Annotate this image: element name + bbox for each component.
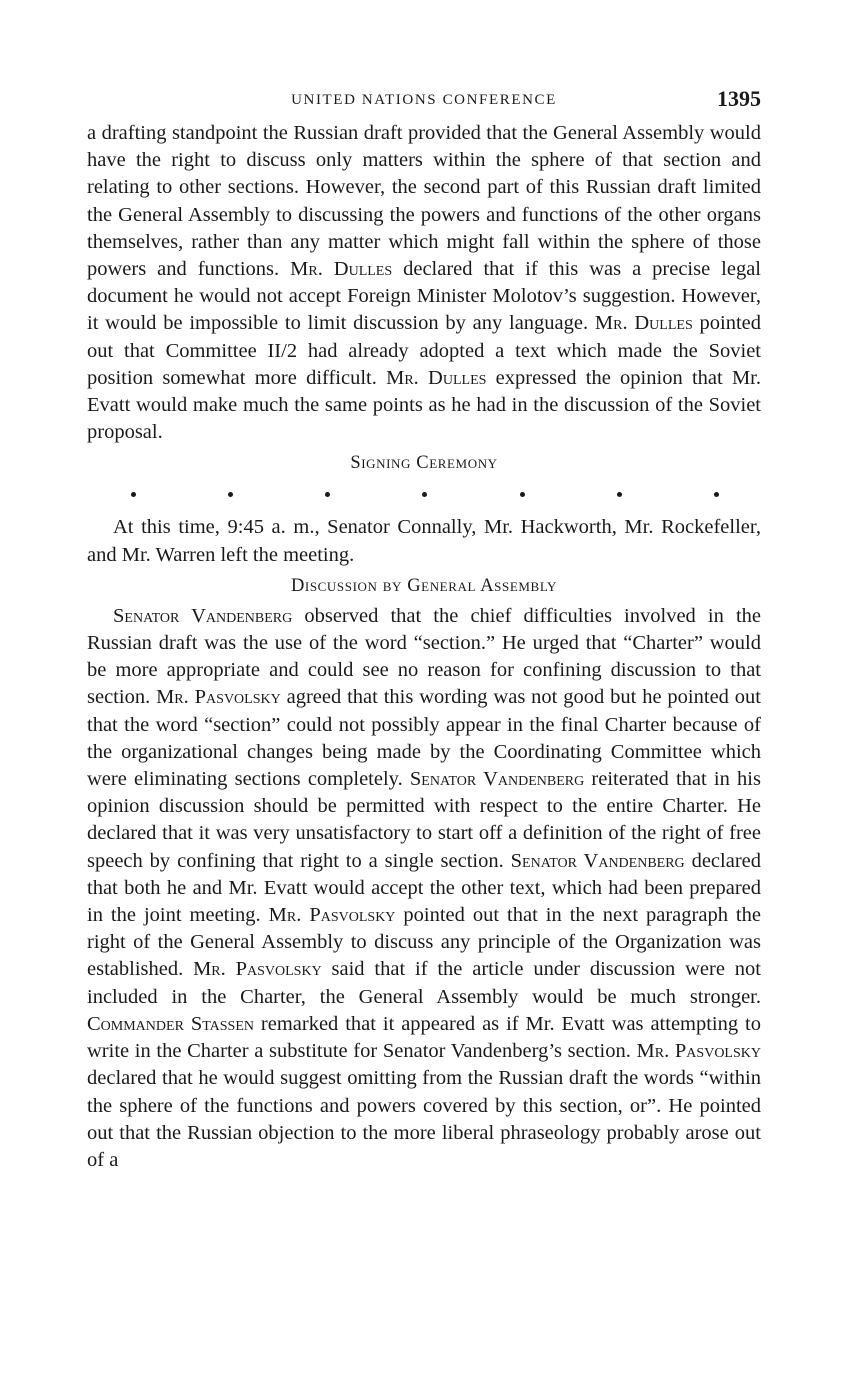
text-run: observed that the chief difficulties involved in the Russian draft was the use of the word “section.” He urged that “Charter” would be more appropriate and could see no reason for confining discussion to that section.: [87, 604, 761, 709]
text-run: expressed the opinion that Mr. Evatt would make much the same points as he had in the discussion of the Soviet proposal.: [87, 366, 761, 444]
ellipsis-dot: [714, 492, 719, 497]
ellipsis-dot: [617, 492, 622, 497]
speaker-name: Mr. Pasvolsky: [268, 904, 396, 927]
text-run: declared that if this was a precise legal document he would not accept Foreign Minister Molotov’s suggestion. However, it would be impossible to limit discussion by any language.: [87, 258, 762, 335]
text-run: said that if the article under discussion were not included in the Charter, the General Assembly would be much stronger.: [87, 958, 761, 1008]
section-heading-signing-ceremony: Signing Ceremony: [350, 453, 498, 474]
speaker-name: Senator Vandenberg: [409, 768, 585, 791]
speaker-name: Mr. Dulles: [594, 312, 693, 335]
paragraph-dulles-discussion: [87, 120, 761, 446]
speaker-name: Mr. Dulles: [290, 258, 393, 281]
ellipsis-dot: [325, 492, 330, 497]
speaker-name: Mr. Pasvolsky: [193, 958, 322, 981]
paragraph-vandenberg-discussion: [87, 603, 761, 1174]
text-run: agreed that this wording was not good but he pointed out that the word “section” could not possibly appear in the final Charter because of the organizational changes being made by the Coordinating Committee which were eliminating sections completely.: [87, 686, 761, 791]
speaker-name: Senator Vandenberg: [113, 604, 293, 627]
ellipsis-dot: [131, 492, 136, 497]
speaker-name: Senator Vandenberg: [510, 849, 685, 872]
paragraph-departure: At this time, 9:45 a. m., Senator Connally, Mr. Hackworth, Mr. Rockefeller, and Mr. Warren left the meeting.: [87, 516, 761, 566]
speaker-name: Mr. Pasvolsky: [156, 686, 281, 709]
text-run: a drafting standpoint the Russian draft provided that the General Assembly would have the right to discuss only matters within the sphere of that section and relating to other sections. However, the second part of this Russian draft limited the General Assembly to discussing the powers and functions of the other organs themselves, rather than any matter which might fall within the sphere of those powers and functions.: [87, 122, 761, 281]
speaker-name: Commander Stassen: [87, 1012, 254, 1035]
omission-ellipsis: [87, 480, 761, 508]
text-run: declared that both he and Mr. Evatt would accept the other text, which had been prepared in the joint meeting.: [87, 849, 761, 927]
text-run: pointed out that in the next paragraph the right of the General Assembly to discuss any principle of the Organization was established.: [87, 904, 761, 981]
page-number: 1395: [717, 86, 761, 111]
text-run: declared that he would suggest omitting from the Russian draft the words “within the sphere of the functions and powers covered by this section, or”. He pointed out that the Russian objection to the more liberal phraseology probably arose out of a: [87, 1067, 761, 1171]
document-page: [87, 86, 761, 1174]
text-run: reiterated that in his opinion discussion should be permitted with respect to the entire Charter. He declared that it was very unsatisfactory to start off a definition of the right of free speech by confining that right to a single section.: [87, 768, 761, 872]
ellipsis-dot: [520, 492, 525, 497]
page-header: [87, 86, 761, 120]
running-head: UNITED NATIONS CONFERENCE: [291, 92, 557, 108]
text-run: pointed out that Committee II/2 had already adopted a text which made the Soviet position somewhat more difficult.: [87, 312, 762, 389]
text-run: remarked that it appeared as if Mr. Evatt was attempting to write in the Charter a substitute for Senator Vandenberg’s section.: [87, 1012, 761, 1063]
ellipsis-dot: [228, 492, 233, 497]
speaker-name: Mr. Dulles: [386, 366, 487, 389]
ellipsis-dot: [422, 492, 427, 497]
section-heading-discussion: Discussion by General Assembly: [290, 575, 558, 596]
speaker-name: Mr. Pasvolsky: [636, 1040, 761, 1063]
